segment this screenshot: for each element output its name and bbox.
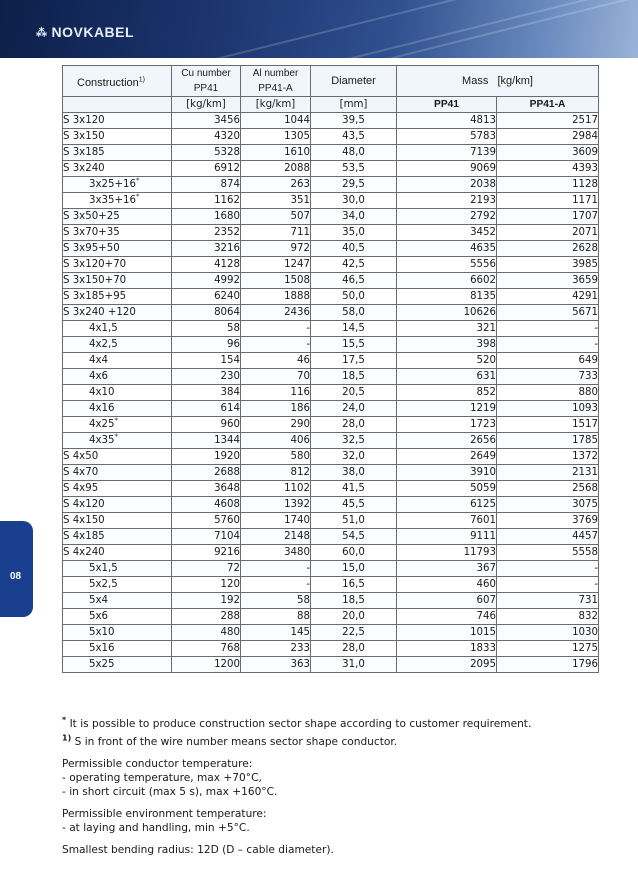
construction-cell: S 4x70 — [63, 465, 172, 481]
al-number-cell: 2148 — [241, 529, 311, 545]
mass-pp41a-cell: 2131 — [497, 465, 599, 481]
al-number-cell: - — [241, 577, 311, 593]
cu-number-cell: 6912 — [172, 161, 241, 177]
construction-cell: 5x6 — [63, 609, 172, 625]
diameter-cell: 51,0 — [311, 513, 397, 529]
table-row — [63, 641, 599, 657]
table-row — [63, 289, 599, 305]
al-number-cell: 711 — [241, 225, 311, 241]
cu-number-cell: 2352 — [172, 225, 241, 241]
construction-header: Construction$^{1)}$ — [63, 66, 172, 97]
cu-number-cell: 154 — [172, 353, 241, 369]
mass-pp41a-cell: 2984 — [497, 129, 599, 145]
construction-cell: 4x6 — [63, 369, 172, 385]
notes-section — [62, 717, 602, 857]
section-tab — [0, 521, 33, 617]
mass-pp41-cell: 1015 — [397, 625, 497, 641]
mass-pp41-cell: 2193 — [397, 193, 497, 209]
cu-number-cell: 230 — [172, 369, 241, 385]
mass-pp41-cell: 6602 — [397, 273, 497, 289]
cu-number-cell: 874 — [172, 177, 241, 193]
cu-number-cell: 4608 — [172, 497, 241, 513]
table-row — [63, 465, 599, 481]
construction-cell: S 4x95 — [63, 481, 172, 497]
table-row — [63, 161, 599, 177]
table-row — [63, 433, 599, 449]
table-row — [63, 225, 599, 241]
al-number-cell: 1610 — [241, 145, 311, 161]
construction-header-blank — [63, 97, 172, 113]
diameter-cell: 41,5 — [311, 481, 397, 497]
diameter-cell: 50,0 — [311, 289, 397, 305]
table-row — [63, 625, 599, 641]
construction-cell: 5x2,5 — [63, 577, 172, 593]
table-row — [63, 305, 599, 321]
al-number-cell: 1305 — [241, 129, 311, 145]
mass-pp41-cell: 321 — [397, 321, 497, 337]
mass-pp41-cell: 746 — [397, 609, 497, 625]
diameter-cell: 22,5 — [311, 625, 397, 641]
cu-number-cell: 9216 — [172, 545, 241, 561]
construction-cell: S 3x120+70 — [63, 257, 172, 273]
cu-number-cell: 614 — [172, 401, 241, 417]
construction-cell: S 3x185 — [63, 145, 172, 161]
al-number-cell: 1740 — [241, 513, 311, 529]
construction-cell: 4x4 — [63, 353, 172, 369]
diameter-header: Diameter — [311, 66, 397, 97]
al-number-cell: 58 — [241, 593, 311, 609]
mass-pp41a-cell: 733 — [497, 369, 599, 385]
diameter-cell: 15,5 — [311, 337, 397, 353]
diameter-cell: 32,0 — [311, 449, 397, 465]
crown-icon: ⁂ — [36, 26, 48, 39]
section-tab-label: 08 — [10, 571, 22, 582]
table-row — [63, 417, 599, 433]
diameter-cell: 20,5 — [311, 385, 397, 401]
diameter-cell: 48,0 — [311, 145, 397, 161]
mass-pp41-cell: 520 — [397, 353, 497, 369]
al-number-cell: 580 — [241, 449, 311, 465]
mass-pp41-cell: 9069 — [397, 161, 497, 177]
cu-number-cell: 5328 — [172, 145, 241, 161]
mass-pp41a-cell: 1275 — [497, 641, 599, 657]
mass-pp41-cell: 460 — [397, 577, 497, 593]
al-number-cell: - — [241, 321, 311, 337]
mass-pp41-cell: 7601 — [397, 513, 497, 529]
al-number-cell: 233 — [241, 641, 311, 657]
mass-pp41a-cell: 1093 — [497, 401, 599, 417]
construction-cell: S 3x240 — [63, 161, 172, 177]
mass-pp41-cell: 3910 — [397, 465, 497, 481]
construction-cell: S 3x70+35 — [63, 225, 172, 241]
diameter-cell: 29,5 — [311, 177, 397, 193]
mass-pp41-cell: 398 — [397, 337, 497, 353]
cu-number-cell: 4992 — [172, 273, 241, 289]
mass-pp41a-cell: 4457 — [497, 529, 599, 545]
mass-pp41a-cell: 5671 — [497, 305, 599, 321]
cu-number-cell: 768 — [172, 641, 241, 657]
mass-pp41a-cell: 5558 — [497, 545, 599, 561]
construction-cell: 4x16 — [63, 401, 172, 417]
diameter-cell: 32,5 — [311, 433, 397, 449]
construction-cell: 5x1,5 — [63, 561, 172, 577]
construction-cell: S 3x240 +120 — [63, 305, 172, 321]
diameter-cell: 28,0 — [311, 417, 397, 433]
mass-pp41a-cell: 731 — [497, 593, 599, 609]
cu-number-cell: 120 — [172, 577, 241, 593]
mass-pp41-cell: 1219 — [397, 401, 497, 417]
diameter-cell: 17,5 — [311, 353, 397, 369]
al-number-cell: 70 — [241, 369, 311, 385]
al-number-cell: - — [241, 337, 311, 353]
table-row — [63, 369, 599, 385]
table-row — [63, 497, 599, 513]
diameter-cell: 45,5 — [311, 497, 397, 513]
construction-cell: S 3x150+70 — [63, 273, 172, 289]
mass-pp41a-cell: 3985 — [497, 257, 599, 273]
mass-pp41a-cell: - — [497, 577, 599, 593]
al-number-cell: 363 — [241, 657, 311, 673]
cu-number-cell: 4128 — [172, 257, 241, 273]
diameter-cell: 18,5 — [311, 593, 397, 609]
al-number-cell: 1044 — [241, 113, 311, 129]
diameter-cell: 42,5 — [311, 257, 397, 273]
star-mark: * — [135, 176, 140, 185]
mass-pp41a-cell: - — [497, 321, 599, 337]
table-row — [63, 177, 599, 193]
construction-cell: S 4x120 — [63, 497, 172, 513]
cu-number-cell: 2688 — [172, 465, 241, 481]
al-number-cell: 1247 — [241, 257, 311, 273]
mass-pp41a-cell: 1707 — [497, 209, 599, 225]
construction-cell: 5x25 — [63, 657, 172, 673]
mass-col-pp41: PP41 — [397, 97, 497, 113]
mass-pp41-cell: 2649 — [397, 449, 497, 465]
mass-pp41-cell: 1723 — [397, 417, 497, 433]
diameter-cell: 24,0 — [311, 401, 397, 417]
al-number-cell: 116 — [241, 385, 311, 401]
mass-pp41a-cell: 1171 — [497, 193, 599, 209]
mass-pp41-cell: 7139 — [397, 145, 497, 161]
cable-spec-table — [62, 65, 599, 673]
construction-cell: 4x1,5 — [63, 321, 172, 337]
table-row — [63, 321, 599, 337]
diameter-cell: 38,0 — [311, 465, 397, 481]
al-number-header: Al number PP41-A — [241, 66, 311, 97]
mass-pp41a-cell: 649 — [497, 353, 599, 369]
table-row — [63, 529, 599, 545]
al-number-cell: 1392 — [241, 497, 311, 513]
mass-pp41a-cell: 1517 — [497, 417, 599, 433]
mass-pp41-cell: 4635 — [397, 241, 497, 257]
mass-pp41a-cell: 2071 — [497, 225, 599, 241]
mass-pp41a-cell: 3075 — [497, 497, 599, 513]
mass-pp41a-cell: 880 — [497, 385, 599, 401]
cu-number-cell: 3456 — [172, 113, 241, 129]
diameter-cell: 39,5 — [311, 113, 397, 129]
construction-cell: 4x10 — [63, 385, 172, 401]
al-number-cell: 2088 — [241, 161, 311, 177]
construction-cell: 4x2,5 — [63, 337, 172, 353]
mass-header: Mass [kg/km] — [397, 66, 599, 97]
construction-cell: S 3x185+95 — [63, 289, 172, 305]
mass-pp41a-cell: 1128 — [497, 177, 599, 193]
star-mark: * — [135, 192, 140, 201]
mass-pp41a-cell: 2568 — [497, 481, 599, 497]
unit-al: [kg/km] — [241, 97, 311, 113]
al-number-cell: 186 — [241, 401, 311, 417]
cu-number-cell: 8064 — [172, 305, 241, 321]
table-row — [63, 449, 599, 465]
al-number-cell: 406 — [241, 433, 311, 449]
cu-number-cell: 3648 — [172, 481, 241, 497]
cu-number-cell: 1920 — [172, 449, 241, 465]
al-number-cell: 145 — [241, 625, 311, 641]
cu-number-cell: 1680 — [172, 209, 241, 225]
mass-pp41-cell: 4813 — [397, 113, 497, 129]
al-number-cell: 88 — [241, 609, 311, 625]
table-row — [63, 593, 599, 609]
table-row — [63, 193, 599, 209]
diameter-cell: 28,0 — [311, 641, 397, 657]
al-number-cell: 507 — [241, 209, 311, 225]
construction-cell: S 3x120 — [63, 113, 172, 129]
table-row — [63, 273, 599, 289]
diameter-cell: 46,5 — [311, 273, 397, 289]
cu-number-cell: 3216 — [172, 241, 241, 257]
mass-pp41-cell: 1833 — [397, 641, 497, 657]
mass-pp41-cell: 2792 — [397, 209, 497, 225]
table-row — [63, 353, 599, 369]
mass-pp41-cell: 5059 — [397, 481, 497, 497]
construction-cell: S 4x240 — [63, 545, 172, 561]
mass-pp41a-cell: 3769 — [497, 513, 599, 529]
cu-number-cell: 6240 — [172, 289, 241, 305]
cu-number-cell: 960 — [172, 417, 241, 433]
table-row — [63, 257, 599, 273]
diameter-cell: 20,0 — [311, 609, 397, 625]
bending-radius-note: Smallest bending radius: 12D (D – cable diameter). — [62, 844, 334, 856]
construction-cell: S 3x150 — [63, 129, 172, 145]
al-number-cell: 3480 — [241, 545, 311, 561]
construction-cell: S 4x185 — [63, 529, 172, 545]
construction-cell: 3x35+16* — [63, 193, 172, 209]
al-number-cell: 263 — [241, 177, 311, 193]
construction-cell: S 4x50 — [63, 449, 172, 465]
diameter-cell: 14,5 — [311, 321, 397, 337]
construction-cell: 5x4 — [63, 593, 172, 609]
mass-pp41-cell: 607 — [397, 593, 497, 609]
mass-pp41a-cell: 832 — [497, 609, 599, 625]
mass-pp41a-cell: 1372 — [497, 449, 599, 465]
cu-number-cell: 1344 — [172, 433, 241, 449]
table-row — [63, 241, 599, 257]
al-number-cell: 812 — [241, 465, 311, 481]
unit-cu: [kg/km] — [172, 97, 241, 113]
brand-logo — [36, 24, 134, 40]
cu-number-cell: 96 — [172, 337, 241, 353]
table-row — [63, 577, 599, 593]
mass-pp41a-cell: 1796 — [497, 657, 599, 673]
page-header-banner — [0, 0, 638, 58]
cu-number-cell: 1200 — [172, 657, 241, 673]
diameter-cell: 58,0 — [311, 305, 397, 321]
al-number-cell: 46 — [241, 353, 311, 369]
mass-pp41-cell: 5783 — [397, 129, 497, 145]
al-number-cell: 1508 — [241, 273, 311, 289]
conductor-temperature-note: Permissible conductor temperature: - operating temperature, max +70°C, - in short circuit (max 5 s), max +160°C. — [62, 758, 278, 798]
construction-cell: S 3x95+50 — [63, 241, 172, 257]
table-row — [63, 145, 599, 161]
note-footnote: $^{1)}$ S in front of the wire number means sector shape conductor. — [62, 733, 398, 748]
mass-pp41-cell: 5556 — [397, 257, 497, 273]
mass-pp41a-cell: 3609 — [497, 145, 599, 161]
diameter-cell: 53,5 — [311, 161, 397, 177]
mass-pp41a-cell: 4291 — [497, 289, 599, 305]
table-row — [63, 609, 599, 625]
cu-number-header: Cu number PP41 — [172, 66, 241, 97]
cu-number-cell: 4320 — [172, 129, 241, 145]
mass-pp41a-cell: 3659 — [497, 273, 599, 289]
unit-diameter: [mm] — [311, 97, 397, 113]
mass-col-pp41a: PP41-A — [497, 97, 599, 113]
cu-number-cell: 480 — [172, 625, 241, 641]
cu-number-cell: 384 — [172, 385, 241, 401]
diameter-cell: 43,5 — [311, 129, 397, 145]
cu-number-cell: 58 — [172, 321, 241, 337]
mass-pp41-cell: 9111 — [397, 529, 497, 545]
cu-number-cell: 5760 — [172, 513, 241, 529]
construction-cell: 5x16 — [63, 641, 172, 657]
al-number-cell: 1888 — [241, 289, 311, 305]
construction-cell: S 4x150 — [63, 513, 172, 529]
mass-pp41-cell: 6125 — [397, 497, 497, 513]
construction-cell: 4x25* — [63, 417, 172, 433]
mass-pp41-cell: 8135 — [397, 289, 497, 305]
note-star: * It is possible to produce construction sector shape according to customer requirement. — [62, 715, 532, 730]
construction-cell: S 3x50+25 — [63, 209, 172, 225]
table-row — [63, 657, 599, 673]
table-row — [63, 561, 599, 577]
mass-pp41-cell: 3452 — [397, 225, 497, 241]
mass-pp41-cell: 631 — [397, 369, 497, 385]
mass-pp41a-cell: - — [497, 561, 599, 577]
diameter-cell: 40,5 — [311, 241, 397, 257]
mass-pp41-cell: 367 — [397, 561, 497, 577]
mass-pp41a-cell: - — [497, 337, 599, 353]
construction-cell: 3x25+16* — [63, 177, 172, 193]
cu-number-cell: 72 — [172, 561, 241, 577]
environment-temperature-note: Permissible environment temperature: - at laying and handling, min +5°C. — [62, 808, 267, 834]
diameter-cell: 60,0 — [311, 545, 397, 561]
mass-pp41-cell: 11793 — [397, 545, 497, 561]
table-body — [63, 113, 599, 673]
cu-number-cell: 7104 — [172, 529, 241, 545]
mass-pp41a-cell: 4393 — [497, 161, 599, 177]
table-row — [63, 129, 599, 145]
star-mark: * — [114, 432, 118, 441]
diameter-cell: 15,0 — [311, 561, 397, 577]
table-row — [63, 337, 599, 353]
cu-number-cell: 288 — [172, 609, 241, 625]
al-number-cell: 351 — [241, 193, 311, 209]
diameter-cell: 31,0 — [311, 657, 397, 673]
diameter-cell: 35,0 — [311, 225, 397, 241]
mass-pp41-cell: 2095 — [397, 657, 497, 673]
al-number-cell: - — [241, 561, 311, 577]
table-row — [63, 209, 599, 225]
mass-pp41-cell: 10626 — [397, 305, 497, 321]
mass-pp41-cell: 852 — [397, 385, 497, 401]
diameter-cell: 54,5 — [311, 529, 397, 545]
diameter-cell: 30,0 — [311, 193, 397, 209]
table-row — [63, 401, 599, 417]
cu-number-cell: 1162 — [172, 193, 241, 209]
mass-pp41a-cell: 1030 — [497, 625, 599, 641]
diameter-cell: 16,5 — [311, 577, 397, 593]
table-row — [63, 113, 599, 129]
table-row — [63, 545, 599, 561]
brand-name: NOVKABEL — [51, 24, 135, 40]
diameter-cell: 34,0 — [311, 209, 397, 225]
al-number-cell: 290 — [241, 417, 311, 433]
table-row — [63, 481, 599, 497]
mass-pp41-cell: 2038 — [397, 177, 497, 193]
construction-cell: 5x10 — [63, 625, 172, 641]
star-mark: * — [114, 416, 118, 425]
mass-pp41a-cell: 2628 — [497, 241, 599, 257]
mass-pp41a-cell: 2517 — [497, 113, 599, 129]
al-number-cell: 972 — [241, 241, 311, 257]
table-row — [63, 513, 599, 529]
al-number-cell: 2436 — [241, 305, 311, 321]
cu-number-cell: 192 — [172, 593, 241, 609]
al-number-cell: 1102 — [241, 481, 311, 497]
mass-pp41a-cell: 1785 — [497, 433, 599, 449]
diameter-cell: 18,5 — [311, 369, 397, 385]
table-row — [63, 385, 599, 401]
mass-pp41-cell: 2656 — [397, 433, 497, 449]
construction-cell: 4x35* — [63, 433, 172, 449]
